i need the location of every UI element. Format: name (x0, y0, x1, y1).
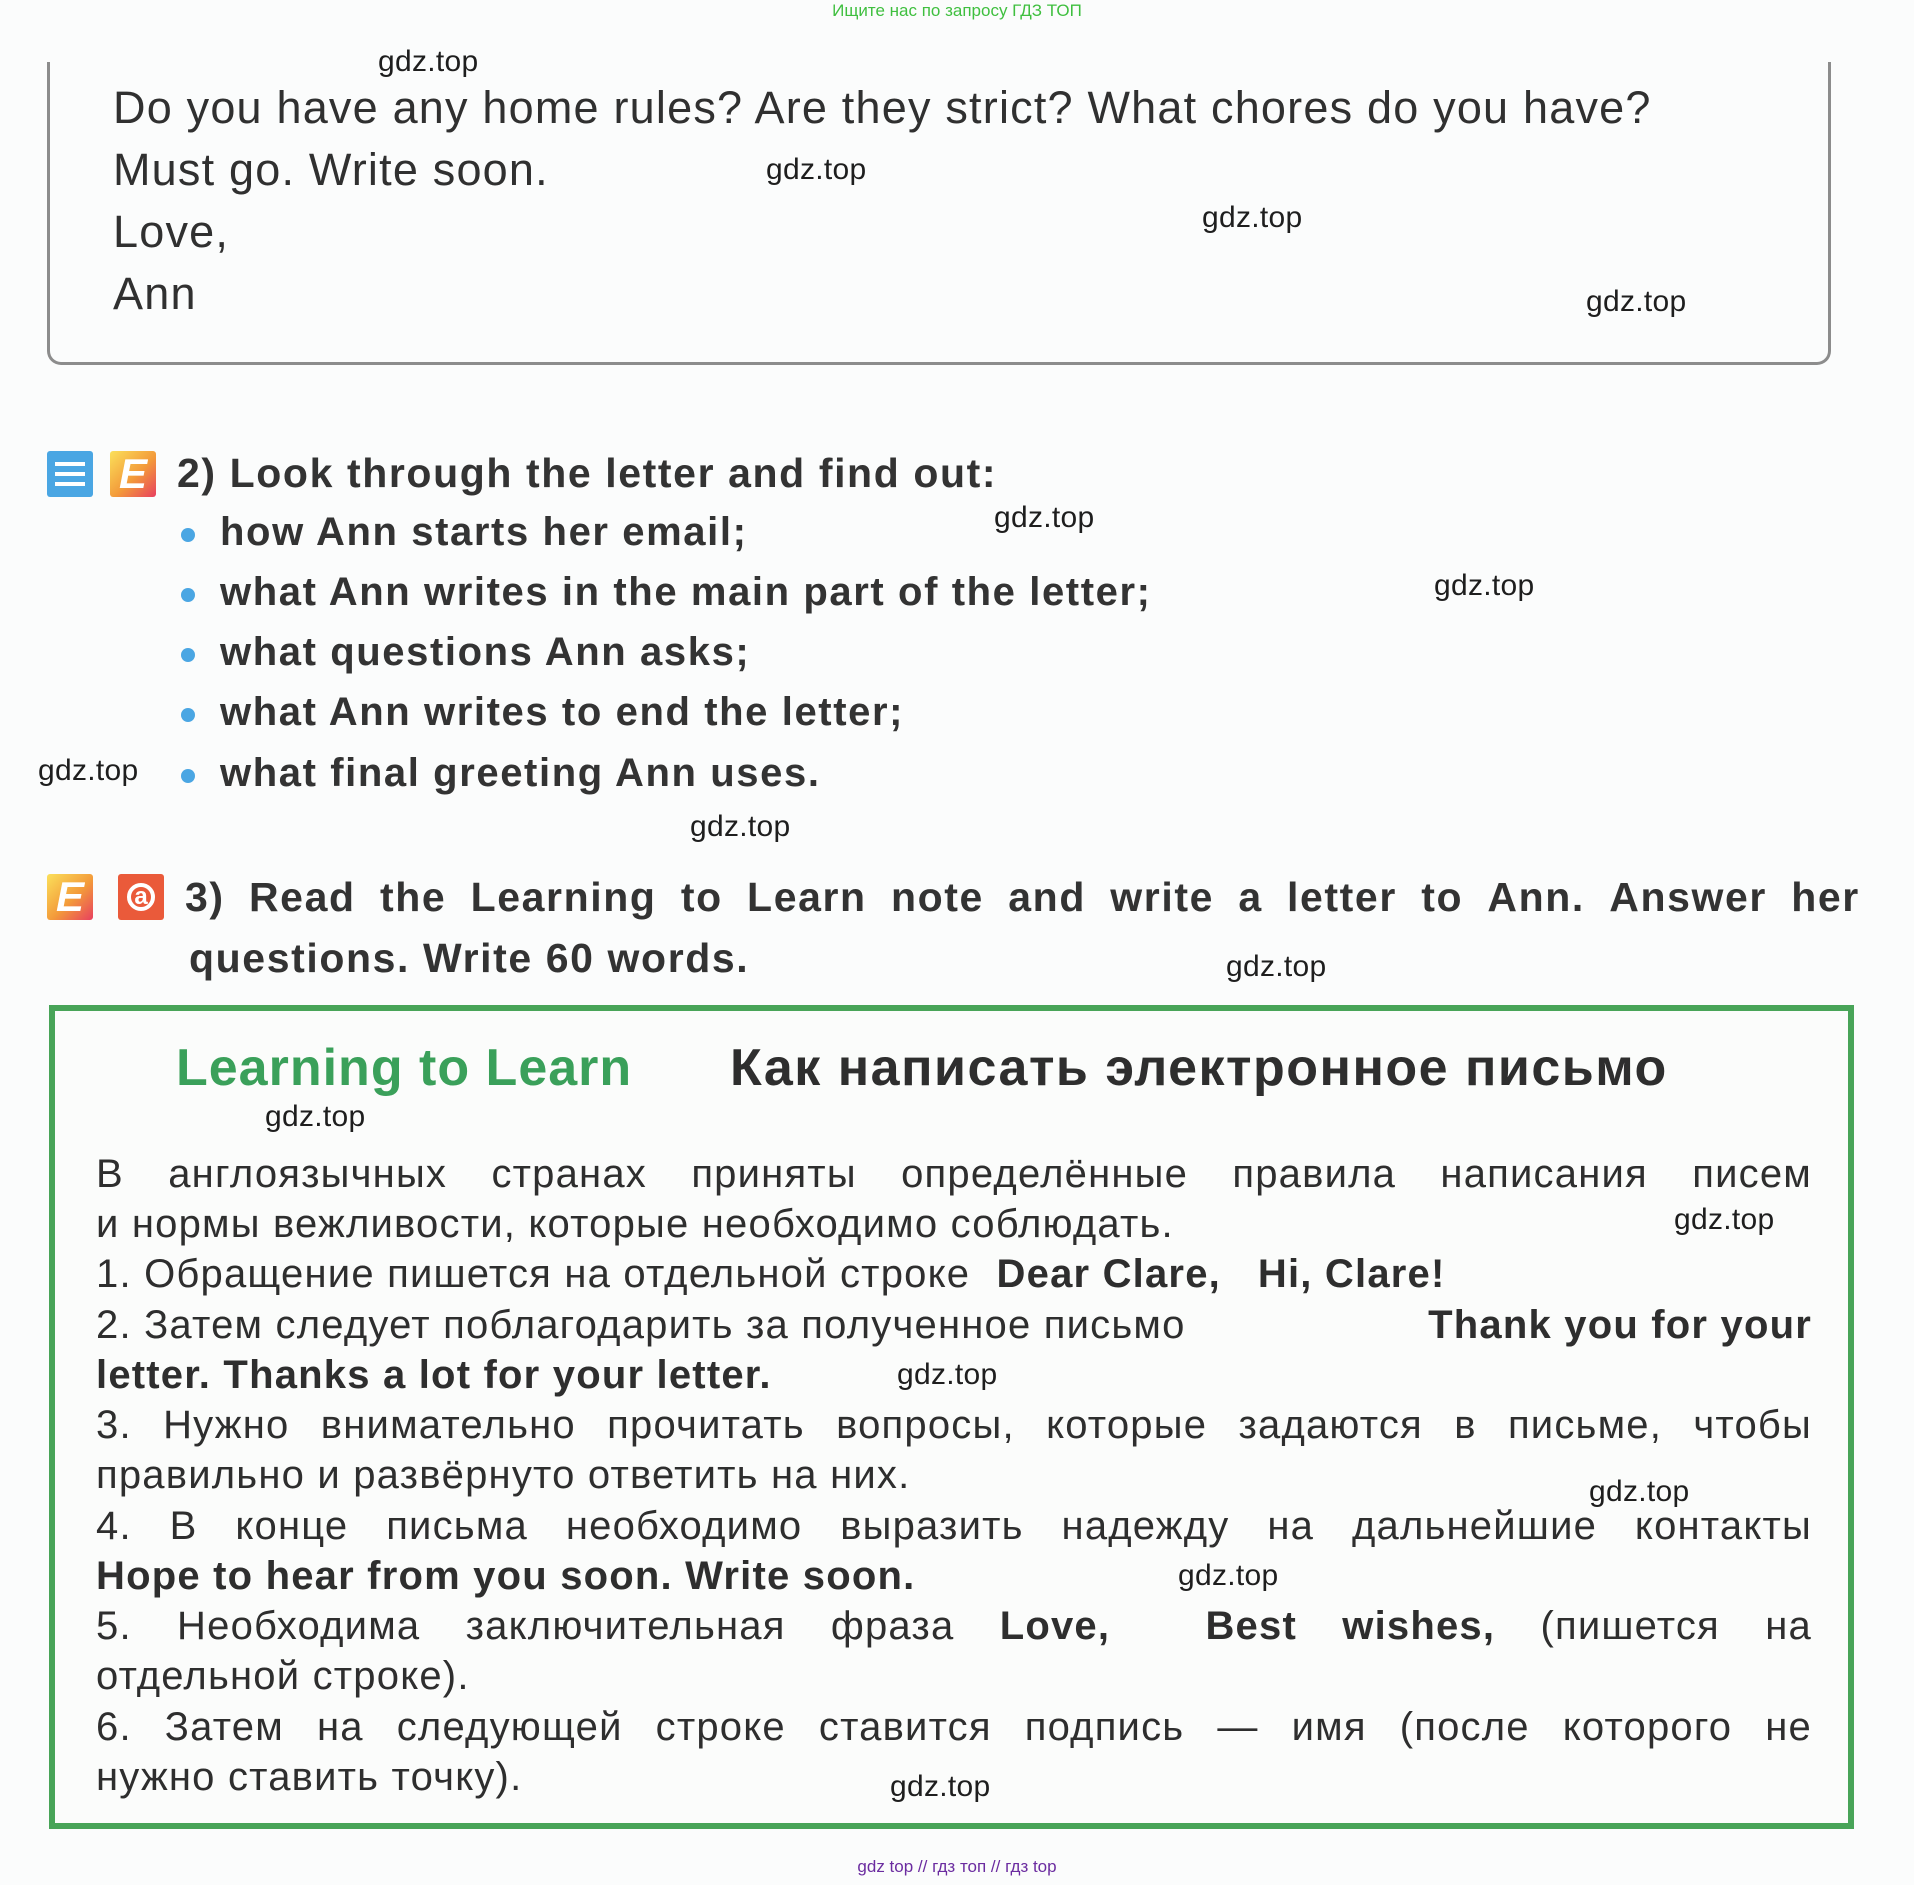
rule-2 (96, 1300, 1812, 1350)
word: прочитать (607, 1403, 805, 1447)
word: письма (386, 1504, 528, 1548)
word: контакты (1634, 1504, 1812, 1548)
word: write (1110, 874, 1214, 920)
rule-example: letter. Thanks a lot for your letter. (96, 1353, 772, 1397)
watermark: gdz.top (1178, 1559, 1279, 1592)
word: В (96, 1152, 124, 1196)
word: 6. (96, 1705, 132, 1749)
word: 5. (96, 1604, 132, 1648)
letter-line: Ann (113, 268, 197, 319)
watermark: gdz.top (378, 45, 479, 78)
rule-6-cont: нужно ставить точку). (96, 1755, 523, 1799)
word: фраза (830, 1604, 955, 1648)
word: note (891, 874, 984, 920)
watermark: gdz.top (1674, 1203, 1775, 1236)
word: письме, (1507, 1403, 1663, 1447)
word: Затем (164, 1705, 284, 1749)
word: задаются (1238, 1403, 1423, 1447)
word: and (1008, 874, 1086, 920)
bullet-icon (181, 769, 195, 783)
word: Learning (470, 874, 657, 920)
word: на (316, 1705, 364, 1749)
word: ставится (818, 1705, 992, 1749)
task2-bullet: what final greeting Ann uses. (220, 751, 821, 795)
watermark: gdz.top (690, 810, 791, 843)
word: letter (1287, 874, 1397, 920)
bullet-icon (181, 588, 195, 602)
word: в (1454, 1403, 1477, 1447)
word: 3. (96, 1403, 132, 1447)
rule-4 (96, 1501, 1812, 1551)
rule-text: 2. Затем следует поблагодарить за полученное письмо (96, 1303, 1186, 1347)
task2-heading: 2) Look through the letter and find out: (177, 450, 998, 496)
watermark: gdz.top (766, 153, 867, 186)
word: подпись (1024, 1705, 1185, 1749)
watermark: gdz.top (1226, 950, 1327, 983)
word: заключительная (465, 1604, 786, 1648)
word: на (1267, 1504, 1315, 1548)
word: правила (1232, 1152, 1397, 1196)
word: a (1238, 874, 1263, 920)
watermark: gdz.top (890, 1770, 991, 1803)
word: конце (235, 1504, 349, 1548)
task3-line1 (185, 874, 1860, 921)
word: которые (1046, 1403, 1208, 1447)
bullet-icon (181, 528, 195, 542)
watermark: gdz.top (1434, 569, 1535, 602)
word: (после (1399, 1705, 1530, 1749)
rule-5-cont: отдельной строке). (96, 1654, 470, 1698)
watermark: gdz.top (994, 501, 1095, 534)
footer: gdz top // гдз топ // гдз top (857, 1857, 1057, 1876)
word: на (1765, 1604, 1812, 1648)
rule-example: wishes, (1342, 1604, 1496, 1648)
letter-line: Love, (113, 206, 230, 257)
intro-line: и нормы вежливости, которые необходимо соблюдать. (96, 1202, 1174, 1246)
word: англоязычных (168, 1152, 448, 1196)
word: (пишется (1540, 1604, 1720, 1648)
list-icon (47, 451, 93, 497)
word: Answer (1609, 874, 1767, 920)
word: to (1421, 874, 1464, 920)
word: Read (248, 874, 356, 920)
bullet-icon (181, 708, 195, 722)
watermark: gdz.top (897, 1358, 998, 1391)
rule-3 (96, 1400, 1812, 1450)
watermark: gdz.top (1202, 201, 1303, 234)
intro-line (96, 1149, 1812, 1199)
learning-subtitle: Как написать электронное письмо (730, 1039, 1668, 1097)
word: написания (1440, 1152, 1648, 1196)
rule-5 (96, 1601, 1812, 1651)
word: необходимо (565, 1504, 803, 1548)
word: Learn (747, 874, 867, 920)
word: которого (1562, 1705, 1733, 1749)
word: В (169, 1504, 198, 1548)
word: приняты (691, 1152, 857, 1196)
rule-3-cont: правильно и развёрнуто ответить на них. (96, 1453, 911, 1497)
rule-example: Thank you for your (1428, 1303, 1812, 1347)
word: to (680, 874, 723, 920)
word: the (379, 874, 447, 920)
word: внимательно (320, 1403, 576, 1447)
watermark: gdz.top (38, 754, 139, 787)
watermark: gdz.top (265, 1100, 366, 1133)
word: строке (655, 1705, 786, 1749)
rule-example: Best (1205, 1604, 1297, 1648)
task2-bullet: how Ann starts her email; (220, 510, 748, 554)
bullet-icon (181, 648, 195, 662)
word: странах (491, 1152, 647, 1196)
rule-6 (96, 1702, 1812, 1752)
watermark: gdz.top (1589, 1475, 1690, 1508)
word: Ann. (1487, 874, 1585, 920)
task2-bullet: what Ann writes to end the letter; (220, 690, 905, 734)
a-icon: a (118, 874, 164, 920)
rule-1 (96, 1249, 1812, 1299)
word: не (1765, 1705, 1812, 1749)
rule-text: 1. Обращение пишется на отдельной строке (96, 1252, 971, 1296)
learning-title: Learning to Learn (176, 1039, 633, 1097)
word: писем (1692, 1152, 1812, 1196)
task3-line2: questions. Write 60 words. (189, 935, 750, 981)
word: her (1791, 874, 1860, 920)
letter-line: Must go. Write soon. (113, 144, 549, 195)
word: — (1217, 1705, 1259, 1749)
word: выразить (840, 1504, 1024, 1548)
word: 3) (185, 874, 225, 920)
word: определённые (901, 1152, 1189, 1196)
rule-example: Dear Clare, Hi, Clare! (996, 1252, 1446, 1296)
watermark: gdz.top (1586, 285, 1687, 318)
task2-bullet: what questions Ann asks; (220, 630, 751, 674)
top-banner: Ищите нас по запросу ГДЗ ТОП (832, 1, 1082, 20)
word: следующей (396, 1705, 623, 1749)
rule-example: Hope to hear from you soon. Write soon. (96, 1554, 916, 1598)
rule-example: Love, (999, 1604, 1111, 1648)
word: имя (1291, 1705, 1367, 1749)
e-icon: E (110, 451, 156, 497)
word: надежду (1061, 1504, 1230, 1548)
task2-bullet: what Ann writes in the main part of the letter; (220, 570, 1152, 614)
word: Нужно (163, 1403, 290, 1447)
word: 4. (96, 1504, 132, 1548)
word: Необходима (177, 1604, 421, 1648)
e-icon: E (47, 874, 93, 920)
word: чтобы (1693, 1403, 1812, 1447)
word: дальнейшие (1351, 1504, 1598, 1548)
word: вопросы, (836, 1403, 1015, 1447)
rule-4-example (96, 1551, 1812, 1601)
letter-line: Do you have any home rules? Are they strict? What chores do you have? (113, 82, 1652, 133)
